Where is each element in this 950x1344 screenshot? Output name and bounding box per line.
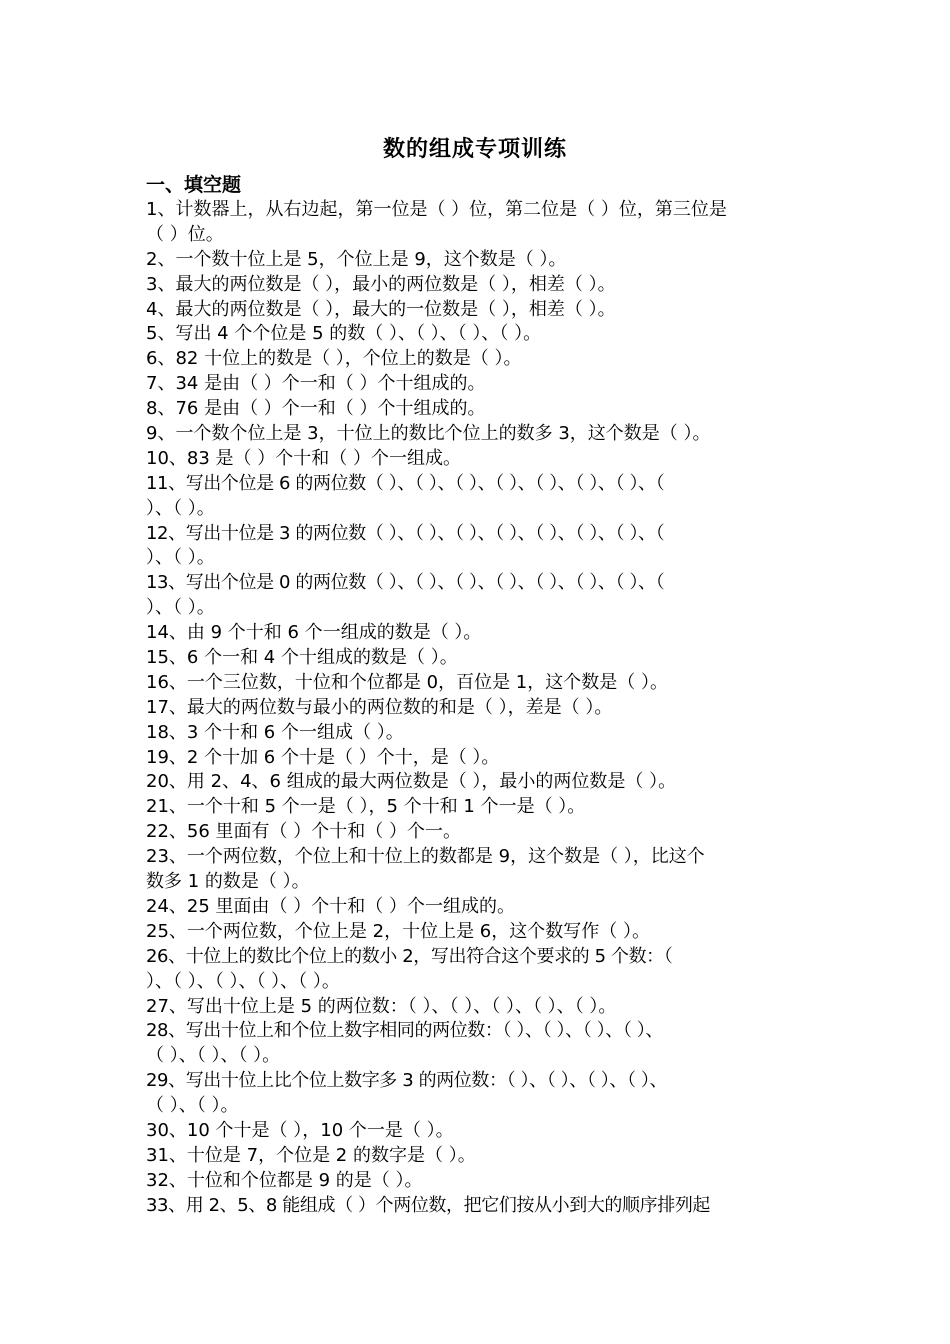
text-line: 27、写出十位上是 5 的两位数：（ ）、（ ）、（ ）、（ ）、（ ）。: [146, 995, 617, 1017]
text-line: 16、一个三位数，十位和个位都是 0，百位是 1，这个数是（ ）。: [146, 671, 668, 693]
text-line: ）、（ ）。: [146, 597, 215, 619]
text-line: 3、最大的两位数是（ ），最小的两位数是（ ），相差（ ）。: [146, 273, 616, 295]
text-line: 33、用 2、5、8 能组成（ ）个两位数，把它们按从小到大的顺序排列起: [146, 1194, 711, 1216]
text-line: 28、写出十位上和个位上数字相同的两位数：（ ）、（ ）、（ ）、（ ）、: [146, 1020, 663, 1042]
text-line: 30、10 个十是（ ），10 个一是（ ）。: [146, 1119, 454, 1141]
text-line: ）、（ ）。: [146, 547, 215, 569]
text-line: 17、最大的两位数与最小的两位数的和是（ ），差是（ ）。: [146, 696, 613, 718]
text-line: 29、写出十位上比个位上数字多 3 的两位数：（ ）、（ ）、（ ）、（ ）、: [146, 1070, 668, 1092]
text-line: 20、用 2、4、6 组成的最大两位数是（ ），最小的两位数是（ ）。: [146, 771, 677, 793]
text-line: 11、写出个位是 6 的两位数（ ）、（ ）、（ ）、（ ）、（ ）、（ ）、（ ）、（: [146, 472, 665, 494]
text-line: 23、一个两位数，个位上和十位上的数都是 9，这个数是（ ），比这个: [146, 846, 705, 868]
question-list: [146, 198, 814, 1219]
text-line: 25、一个两位数，个位上是 2，十位上是 6，这个数写作（ ）。: [146, 920, 650, 942]
text-line: 9、一个数个位上是 3，十位上的数比个位上的数多 3，这个数是（ ）。: [146, 423, 711, 445]
text-line: 24、25 里面由（ ）个十和（ ）个一组成的。: [146, 895, 515, 917]
text-line: 12、写出十位是 3 的两位数（ ）、（ ）、（ ）、（ ）、（ ）、（ ）、（ ）、（: [146, 522, 665, 544]
text-line: 6、82 十位上的数是（ ），个位上的数是（ ）。: [146, 348, 522, 370]
section-heading: 一、填空题: [146, 174, 242, 196]
text-line: 数多 1 的数是（ ）。: [146, 871, 310, 893]
text-line: （ ）、（ ）。: [146, 1095, 239, 1117]
text-line: ）、（ ）。: [146, 497, 215, 519]
page-title: 数的组成专项训练: [382, 137, 567, 162]
text-line: 32、十位和个位都是 9 的是（ ）。: [146, 1169, 423, 1191]
text-line: 8、76 是由（ ）个一和（ ）个十组成的。: [146, 398, 486, 420]
text-line: 13、写出个位是 0 的两位数（ ）、（ ）、（ ）、（ ）、（ ）、（ ）、（ ）、（: [146, 572, 665, 594]
text-line: 4、最大的两位数是（ ），最大的一位数是（ ），相差（ ）。: [146, 298, 616, 320]
text-line: 1、计数器上，从右边起，第一位是（ ）位，第二位是（ ）位，第三位是: [146, 199, 727, 220]
text-line: 7、34 是由（ ）个一和（ ）个十组成的。: [146, 373, 486, 395]
text-line: 22、56 里面有（ ）个十和（ ）个一。: [146, 821, 461, 843]
text-line: ）、（ ）、（ ）、（ ）、（ ）。: [146, 970, 340, 992]
text-line: 10、83 是（ ）个十和（ ）个一组成。: [146, 447, 461, 469]
text-line: 21、一个十和 5 个一是（ ），5 个十和 1 个一是（ ）。: [146, 796, 586, 818]
text-line: 18、3 个十和 6 个一组成（ ）。: [146, 721, 404, 743]
text-line: 2、一个数十位上是 5，个位上是 9，这个数是（ ）。: [146, 248, 567, 270]
text-line: 15、6 个一和 4 个十组成的数是（ ）。: [146, 647, 458, 669]
text-line: 14、由 9 个十和 6 个一组成的数是（ ）。: [146, 622, 482, 644]
text-line: （ ）、（ ）、（ ）。: [146, 1045, 281, 1067]
text-line: 5、写出 4 个个位是 5 的数（ ）、（ ）、（ ）、（ ）。: [146, 323, 542, 345]
text-line: （ ）位。: [146, 223, 224, 245]
text-line: 26、十位上的数比个位上的数小 2，写出符合这个要求的 5 个数：（: [146, 945, 673, 967]
text-line: 19、2 个十加 6 个十是（ ）个十，是（ ）。: [146, 746, 500, 768]
text-line: 31、十位是 7，个位是 2 的数字是（ ）。: [146, 1144, 476, 1166]
